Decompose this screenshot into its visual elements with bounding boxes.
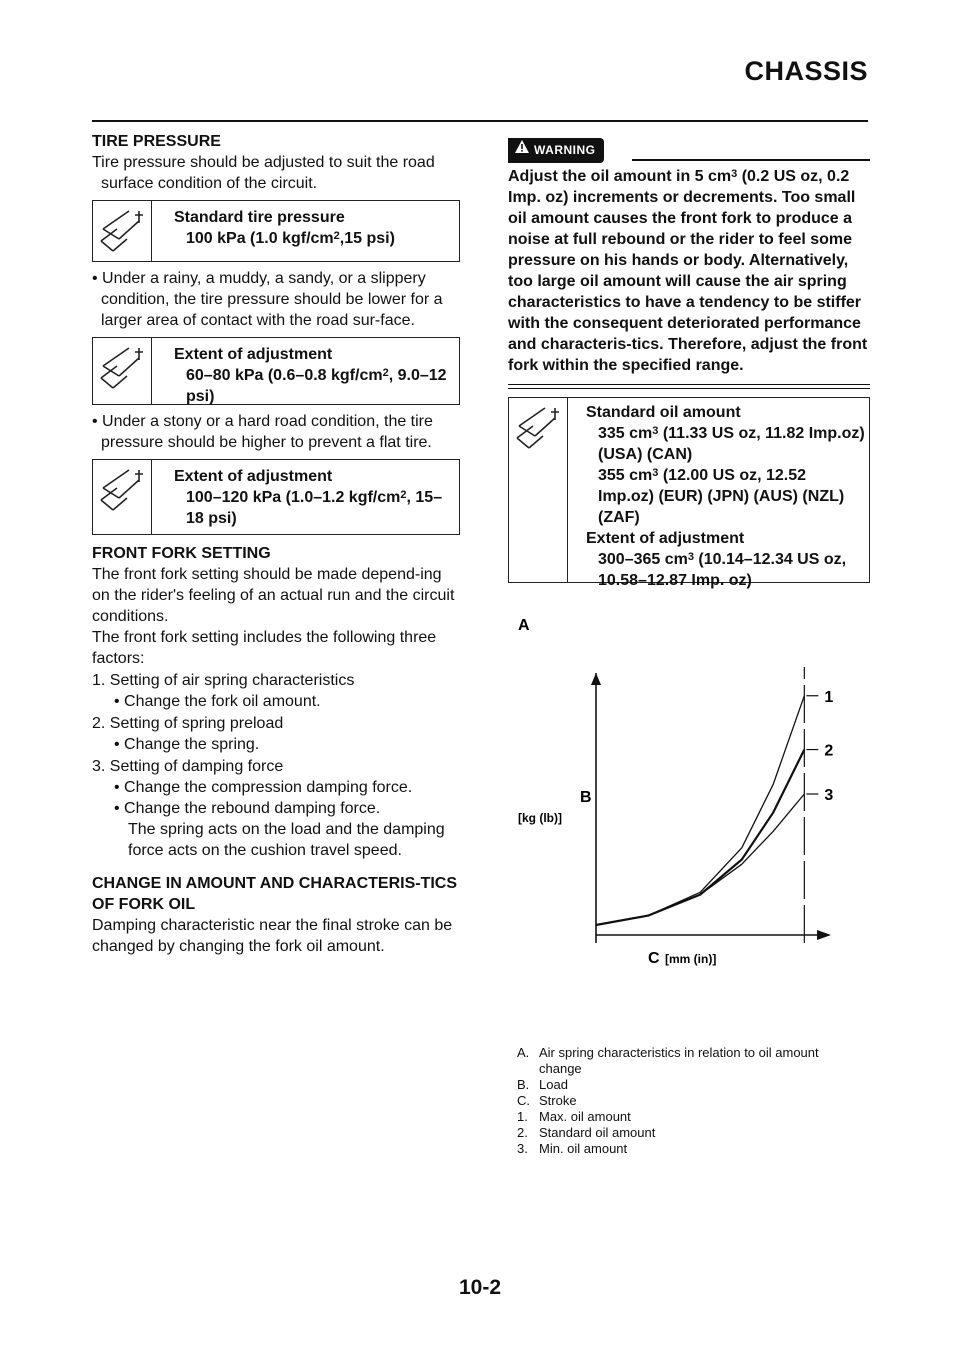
warning-header: [508, 138, 870, 162]
spec-box-high-pressure-adjustment: [92, 459, 460, 535]
front-fork-paragraph-2: The front fork setting includes the following three factors:: [92, 629, 437, 667]
front-fork-heading: FRONT FORK SETTING: [92, 545, 271, 562]
wrench-icon: [93, 338, 152, 404]
series-label-2: 2: [824, 742, 834, 760]
spec-title: Extent of adjustment: [586, 530, 745, 547]
spec-value: 355 $cm^3$ (12.00 US oz, 12.52 Imp.oz) (EUR) (JPN) (AUS) (NZL) (ZAF): [598, 467, 845, 526]
spec-value: 100 kPa (1.0 kgf/$cm^2,15$ psi): [186, 230, 395, 247]
right-column: [508, 138, 870, 589]
spec-title: Extent of adjustment: [174, 346, 333, 363]
legend-item: A. Air spring characteristics in relation to oil amount change: [517, 1045, 819, 1076]
legend-item: 1. Max. oil amount: [517, 1109, 631, 1124]
spec-title: Standard tire pressure: [174, 209, 345, 226]
legend-item: B. Load: [517, 1077, 568, 1092]
x-axis-arrow: [817, 930, 831, 940]
wrench-icon: [509, 398, 568, 582]
tire-pressure-heading: TIRE PRESSURE: [92, 133, 221, 150]
fork-oil-text: Damping characteristic near the final stroke can be changed by changing the fork oil amount.: [92, 917, 453, 955]
list-item: 3. Setting of damping force: [92, 758, 284, 775]
page-section-title: CHASSIS: [744, 56, 868, 86]
legend-item: 2. Standard oil amount: [517, 1125, 656, 1140]
left-column: [92, 131, 460, 957]
figure-legend: [517, 1045, 857, 1157]
spec-box-low-pressure-adjustment: [92, 337, 460, 405]
legend-item: C. Stroke: [517, 1093, 577, 1108]
series-label-3: 3: [824, 787, 834, 804]
spec-value: 335 $cm^3$ (11.33 US oz, 11.82 Imp.oz) (USA) (CAN): [598, 425, 865, 463]
x-axis-unit: [mm (in)]: [665, 952, 717, 966]
list-sub-item: • Change the rebound damping force.: [114, 800, 381, 817]
series-label-1: 1: [824, 688, 834, 706]
wrench-icon: [93, 201, 152, 261]
front-fork-note: The spring acts on the load and the damping force acts on the cushion travel speed.: [128, 821, 445, 859]
warning-badge: WARNING: [508, 138, 604, 163]
spec-value: 300–365 $cm^3$ (10.14–12.34 US oz, 10.58–12.87 Imp. oz): [598, 551, 847, 589]
spec-box-fork-oil-amount: [508, 397, 870, 589]
legend-item: 3. Min. oil amount: [517, 1141, 628, 1156]
spec-value: 60–80 kPa (0.6–0.8 kgf/$cm^2$, 9.0–12 psi): [186, 367, 447, 405]
air-spring-chart: [508, 610, 870, 970]
warning-text: Adjust the oil amount in 5 $cm^3$ (0.2 US oz, 0.2 Imp. oz) increments or decrements. Too small oil amount causes the front fork to produce a noise at full rebound or the rider to feel some pressure on his hands or body. Alternatively, too large oil amount will cause the air spring characteristics to have a tendency to be stiffer with the consequent deteriorated performance and characteris-tics. Therefore, adjust the front fork within the specified range.: [508, 168, 868, 374]
header-rule: [92, 120, 868, 122]
list-item: 2. Setting of spring preload: [92, 715, 284, 732]
list-sub-item: • Change the spring.: [114, 736, 260, 753]
front-fork-factor-list: [92, 670, 460, 861]
bullet-high-pressure: • Under a stony or a hard road condition, the tire pressure should be higher to prevent a flat tire.: [92, 413, 433, 451]
series-line-2: [596, 750, 804, 925]
x-axis-label: C: [648, 950, 660, 967]
tire-pressure-intro: Tire pressure should be adjusted to suit the road surface condition of the circuit.: [92, 154, 435, 192]
spec-title: Standard oil amount: [586, 404, 741, 421]
spec-value: 100–120 kPa (1.0–1.2 kgf/$cm^2$, 15–18 psi): [186, 489, 443, 527]
front-fork-paragraph-1: The front fork setting should be made depend-ing on the rider's feeling of an actual run and the circuit conditions.: [92, 566, 455, 625]
warning-triangle-icon: [514, 139, 530, 154]
warning-end-rule: [508, 384, 870, 389]
fork-oil-heading: CHANGE IN AMOUNT AND CHARACTERIS-TICS OF FORK OIL: [92, 875, 458, 913]
chart-series-group: [596, 689, 833, 925]
list-sub-item: • Change the compression damping force.: [114, 779, 413, 796]
page-number: 10-2: [458, 1276, 502, 1299]
y-axis-label: B: [580, 789, 592, 806]
list-item: 1. Setting of air spring characteristics: [92, 672, 355, 689]
y-axis-arrow: [591, 673, 601, 685]
chart-title: A: [518, 617, 530, 634]
wrench-icon: [93, 460, 152, 534]
y-axis-unit: [kg (lb)]: [518, 811, 562, 825]
bullet-low-pressure: • Under a rainy, a muddy, a sandy, or a slippery condition, the tire pressure should be lower for a larger area of contact with the road sur-face.: [92, 270, 443, 329]
list-sub-item: • Change the fork oil amount.: [114, 693, 321, 710]
spec-title: Extent of adjustment: [174, 468, 333, 485]
warning-rule: [632, 159, 870, 161]
spec-box-standard-tire-pressure: [92, 200, 460, 262]
